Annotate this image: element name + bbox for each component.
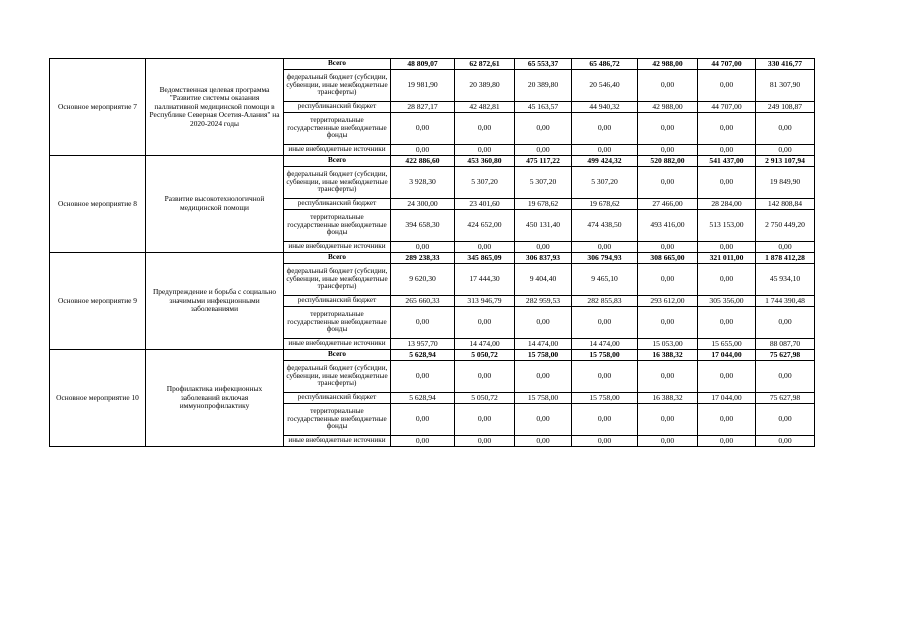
- sum-total-cell: 75 627,98: [756, 350, 815, 361]
- year-value-cell: 345 865,09: [455, 253, 515, 264]
- year-value-cell: 422 886,60: [391, 156, 455, 167]
- year-value-cell: 0,00: [391, 361, 455, 393]
- sum-total-cell: 0,00: [756, 145, 815, 156]
- year-value-cell: 0,00: [572, 436, 638, 447]
- year-value-cell: 45 163,57: [515, 102, 572, 113]
- year-value-cell: 289 238,33: [391, 253, 455, 264]
- sum-total-cell: 2 913 107,94: [756, 156, 815, 167]
- year-value-cell: 0,00: [698, 242, 756, 253]
- year-value-cell: 450 131,40: [515, 210, 572, 242]
- year-value-cell: 0,00: [455, 242, 515, 253]
- sum-total-cell: 81 307,90: [756, 70, 815, 102]
- year-value-cell: 44 707,00: [698, 102, 756, 113]
- program-name-cell: Развитие высокотехнологичной медицинской помощи: [146, 156, 284, 253]
- funding-source-cell: иные внебюджетные источники: [284, 436, 391, 447]
- year-value-cell: 0,00: [698, 264, 756, 296]
- year-value-cell: 5 307,20: [572, 167, 638, 199]
- table-row-total: [50, 59, 815, 70]
- funding-source-cell: Всего: [284, 350, 391, 361]
- funding-source-cell: иные внебюджетные источники: [284, 145, 391, 156]
- sum-total-cell: 330 416,77: [756, 59, 815, 70]
- sum-total-cell: 142 808,84: [756, 199, 815, 210]
- year-value-cell: 0,00: [455, 361, 515, 393]
- year-value-cell: 48 809,07: [391, 59, 455, 70]
- year-value-cell: 0,00: [572, 145, 638, 156]
- year-value-cell: 293 612,00: [638, 296, 698, 307]
- year-value-cell: 15 758,00: [515, 393, 572, 404]
- year-value-cell: 17 044,00: [698, 393, 756, 404]
- year-value-cell: 0,00: [515, 436, 572, 447]
- sum-total-cell: 0,00: [756, 361, 815, 393]
- year-value-cell: 0,00: [455, 307, 515, 339]
- year-value-cell: 394 658,30: [391, 210, 455, 242]
- year-value-cell: 19 678,62: [572, 199, 638, 210]
- program-name-cell: Предупреждение и борьба с социально значимыми инфекционными заболеваниями: [146, 253, 284, 350]
- sum-total-cell: 249 108,87: [756, 102, 815, 113]
- year-value-cell: 0,00: [698, 361, 756, 393]
- year-value-cell: 453 360,80: [455, 156, 515, 167]
- year-value-cell: 0,00: [572, 361, 638, 393]
- year-value-cell: 0,00: [572, 307, 638, 339]
- year-value-cell: 499 424,32: [572, 156, 638, 167]
- program-name-cell: Ведомственная целевая программа "Развитие системы оказания паллиативной медицинской помощи в Республике Северная Осетия-Алания" на 2020-2024 годы: [146, 59, 284, 156]
- funding-source-cell: республиканский бюджет: [284, 296, 391, 307]
- year-value-cell: 475 117,22: [515, 156, 572, 167]
- sum-total-cell: 75 627,98: [756, 393, 815, 404]
- funding-source-cell: республиканский бюджет: [284, 393, 391, 404]
- year-value-cell: 0,00: [638, 361, 698, 393]
- year-value-cell: 0,00: [391, 113, 455, 145]
- budget-table: [49, 58, 815, 447]
- year-value-cell: 5 307,20: [455, 167, 515, 199]
- year-value-cell: 17 444,30: [455, 264, 515, 296]
- year-value-cell: 14 474,00: [455, 339, 515, 350]
- year-value-cell: 306 794,93: [572, 253, 638, 264]
- year-value-cell: 520 882,00: [638, 156, 698, 167]
- funding-source-cell: федеральный бюджет (субсидии, субвенции, иные межбюджетные трансферты): [284, 264, 391, 296]
- year-value-cell: 0,00: [455, 113, 515, 145]
- funding-source-cell: федеральный бюджет (субсидии, субвенции, иные межбюджетные трансферты): [284, 70, 391, 102]
- sum-total-cell: 0,00: [756, 242, 815, 253]
- funding-source-cell: территориальные государственные внебюджетные фонды: [284, 404, 391, 436]
- table-row-total: [50, 156, 815, 167]
- year-value-cell: 17 044,00: [698, 350, 756, 361]
- sum-total-cell: 45 934,10: [756, 264, 815, 296]
- year-value-cell: 0,00: [698, 113, 756, 145]
- year-value-cell: 306 837,93: [515, 253, 572, 264]
- year-value-cell: 9 620,30: [391, 264, 455, 296]
- year-value-cell: 0,00: [638, 264, 698, 296]
- year-value-cell: 308 665,00: [638, 253, 698, 264]
- year-value-cell: 28 284,00: [698, 199, 756, 210]
- year-value-cell: 0,00: [515, 404, 572, 436]
- table-row-total: [50, 350, 815, 361]
- year-value-cell: 0,00: [572, 404, 638, 436]
- year-value-cell: 321 011,00: [698, 253, 756, 264]
- year-value-cell: 42 482,81: [455, 102, 515, 113]
- year-value-cell: 23 401,60: [455, 199, 515, 210]
- year-value-cell: 0,00: [515, 307, 572, 339]
- year-value-cell: 0,00: [638, 70, 698, 102]
- table-body: [50, 59, 815, 447]
- year-value-cell: 493 416,00: [638, 210, 698, 242]
- event-name-cell: Основное мероприятие 9: [50, 253, 146, 350]
- sum-total-cell: 1 744 390,48: [756, 296, 815, 307]
- year-value-cell: 5 628,94: [391, 393, 455, 404]
- year-value-cell: 0,00: [698, 145, 756, 156]
- year-value-cell: 541 437,00: [698, 156, 756, 167]
- funding-source-cell: республиканский бюджет: [284, 102, 391, 113]
- year-value-cell: 0,00: [515, 113, 572, 145]
- sum-total-cell: 0,00: [756, 436, 815, 447]
- year-value-cell: 5 050,72: [455, 350, 515, 361]
- year-value-cell: 65 553,37: [515, 59, 572, 70]
- year-value-cell: 20 389,80: [455, 70, 515, 102]
- year-value-cell: 0,00: [391, 404, 455, 436]
- program-name-cell: Профилактика инфекционных заболеваний включая иммунопрофилактику: [146, 350, 284, 447]
- year-value-cell: 0,00: [638, 167, 698, 199]
- year-value-cell: 0,00: [455, 404, 515, 436]
- year-value-cell: 5 628,94: [391, 350, 455, 361]
- year-value-cell: 3 928,30: [391, 167, 455, 199]
- sum-total-cell: 1 878 412,28: [756, 253, 815, 264]
- funding-source-cell: территориальные государственные внебюджетные фонды: [284, 307, 391, 339]
- sum-total-cell: 0,00: [756, 404, 815, 436]
- year-value-cell: 62 872,61: [455, 59, 515, 70]
- year-value-cell: 5 307,20: [515, 167, 572, 199]
- year-value-cell: 0,00: [515, 361, 572, 393]
- year-value-cell: 0,00: [698, 167, 756, 199]
- year-value-cell: 0,00: [698, 404, 756, 436]
- year-value-cell: 15 758,00: [515, 350, 572, 361]
- year-value-cell: 0,00: [391, 242, 455, 253]
- year-value-cell: 0,00: [391, 307, 455, 339]
- year-value-cell: 0,00: [638, 307, 698, 339]
- year-value-cell: 0,00: [638, 242, 698, 253]
- year-value-cell: 0,00: [638, 404, 698, 436]
- year-value-cell: 0,00: [698, 307, 756, 339]
- year-value-cell: 44 707,00: [698, 59, 756, 70]
- sum-total-cell: 0,00: [756, 113, 815, 145]
- year-value-cell: 16 388,32: [638, 350, 698, 361]
- event-name-cell: Основное мероприятие 8: [50, 156, 146, 253]
- year-value-cell: 19 981,90: [391, 70, 455, 102]
- year-value-cell: 42 988,00: [638, 102, 698, 113]
- event-name-cell: Основное мероприятие 7: [50, 59, 146, 156]
- year-value-cell: 20 389,80: [515, 70, 572, 102]
- year-value-cell: 474 438,50: [572, 210, 638, 242]
- funding-source-cell: иные внебюджетные источники: [284, 242, 391, 253]
- table-row-total: [50, 253, 815, 264]
- year-value-cell: 19 678,62: [515, 199, 572, 210]
- year-value-cell: 0,00: [572, 113, 638, 145]
- year-value-cell: 15 758,00: [572, 393, 638, 404]
- sum-total-cell: 2 750 449,20: [756, 210, 815, 242]
- sum-total-cell: 88 087,70: [756, 339, 815, 350]
- year-value-cell: 15 758,00: [572, 350, 638, 361]
- sum-total-cell: 19 849,90: [756, 167, 815, 199]
- year-value-cell: 0,00: [515, 145, 572, 156]
- funding-source-cell: территориальные государственные внебюджетные фонды: [284, 210, 391, 242]
- funding-source-cell: Всего: [284, 59, 391, 70]
- year-value-cell: 0,00: [515, 242, 572, 253]
- year-value-cell: 0,00: [391, 436, 455, 447]
- year-value-cell: 14 474,00: [572, 339, 638, 350]
- year-value-cell: 0,00: [455, 145, 515, 156]
- year-value-cell: 0,00: [638, 113, 698, 145]
- year-value-cell: 513 153,00: [698, 210, 756, 242]
- year-value-cell: 42 988,00: [638, 59, 698, 70]
- year-value-cell: 313 946,79: [455, 296, 515, 307]
- year-value-cell: 305 356,00: [698, 296, 756, 307]
- year-value-cell: 0,00: [455, 436, 515, 447]
- year-value-cell: 14 474,00: [515, 339, 572, 350]
- year-value-cell: 424 652,00: [455, 210, 515, 242]
- year-value-cell: 5 050,72: [455, 393, 515, 404]
- year-value-cell: 265 660,33: [391, 296, 455, 307]
- year-value-cell: 15 053,00: [638, 339, 698, 350]
- year-value-cell: 15 655,00: [698, 339, 756, 350]
- year-value-cell: 44 940,32: [572, 102, 638, 113]
- year-value-cell: 0,00: [572, 242, 638, 253]
- year-value-cell: 0,00: [638, 145, 698, 156]
- year-value-cell: 20 546,40: [572, 70, 638, 102]
- year-value-cell: 27 466,00: [638, 199, 698, 210]
- year-value-cell: 28 827,17: [391, 102, 455, 113]
- year-value-cell: 0,00: [638, 436, 698, 447]
- year-value-cell: 16 388,32: [638, 393, 698, 404]
- year-value-cell: 9 404,40: [515, 264, 572, 296]
- event-name-cell: Основное мероприятие 10: [50, 350, 146, 447]
- year-value-cell: 9 465,10: [572, 264, 638, 296]
- year-value-cell: 282 855,83: [572, 296, 638, 307]
- year-value-cell: 0,00: [391, 145, 455, 156]
- funding-source-cell: Всего: [284, 156, 391, 167]
- year-value-cell: 65 486,72: [572, 59, 638, 70]
- funding-source-cell: федеральный бюджет (субсидии, субвенции, иные межбюджетные трансферты): [284, 361, 391, 393]
- funding-source-cell: территориальные государственные внебюджетные фонды: [284, 113, 391, 145]
- funding-source-cell: Всего: [284, 253, 391, 264]
- year-value-cell: 282 959,53: [515, 296, 572, 307]
- year-value-cell: 13 957,70: [391, 339, 455, 350]
- sum-total-cell: 0,00: [756, 307, 815, 339]
- funding-source-cell: федеральный бюджет (субсидии, субвенции, иные межбюджетные трансферты): [284, 167, 391, 199]
- year-value-cell: 0,00: [698, 70, 756, 102]
- funding-source-cell: иные внебюджетные источники: [284, 339, 391, 350]
- year-value-cell: 24 300,00: [391, 199, 455, 210]
- year-value-cell: 0,00: [698, 436, 756, 447]
- funding-source-cell: республиканский бюджет: [284, 199, 391, 210]
